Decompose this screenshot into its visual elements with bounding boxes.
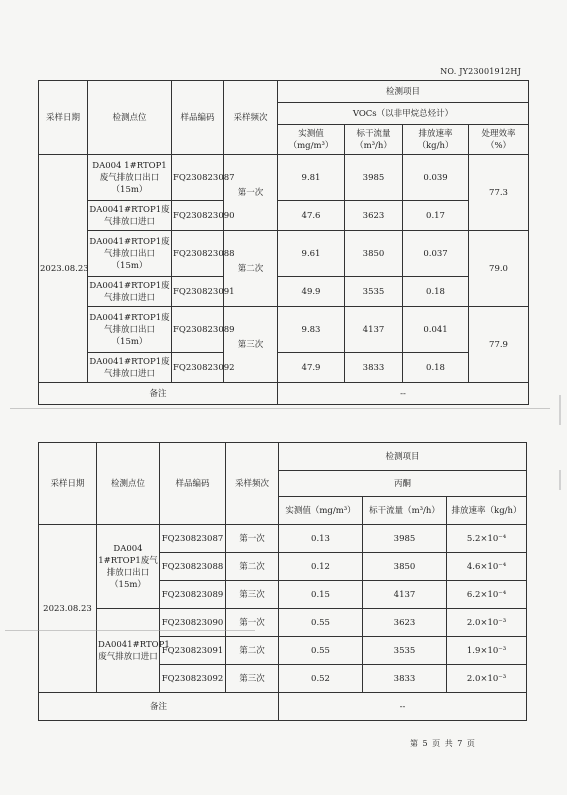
cell-point: DA0041#RTOP1废气排放口进口: [88, 277, 172, 307]
cell-efficiency: 77.3: [469, 155, 529, 231]
cell-sample: FQ230823088: [160, 553, 226, 581]
cell-flow: 3535: [345, 277, 403, 307]
cell-flow: 3850: [345, 231, 403, 277]
cell-rate: 0.039: [403, 155, 469, 201]
table-row: [39, 231, 529, 277]
sampling-date: 2023.08.23: [39, 155, 88, 383]
cell-frequency: 第三次: [224, 307, 278, 383]
header-frequency: 采样频次: [224, 81, 278, 155]
cell-efficiency: 77.9: [469, 307, 529, 383]
cell-rate: 0.18: [403, 277, 469, 307]
cell-rate: 0.17: [403, 201, 469, 231]
cell-flow: 3623: [345, 201, 403, 231]
cell-measured: 0.13: [279, 525, 363, 553]
header-flow: 标干流量（m³/h）: [363, 497, 447, 525]
cell-measured: 9.61: [278, 231, 345, 277]
cell-sample: FQ230823090: [172, 201, 224, 231]
cell-frequency: 第一次: [226, 609, 279, 637]
cell-measured: 9.81: [278, 155, 345, 201]
cell-sample: FQ230823087: [160, 525, 226, 553]
header-sample: 样品编码: [172, 81, 224, 155]
cell-flow: 3833: [363, 665, 447, 693]
cell-sample: FQ230823089: [172, 307, 224, 353]
cell-sample: FQ230823087: [172, 155, 224, 201]
header-measured: 实测值（mg/m³）: [279, 497, 363, 525]
cell-rate: 0.041: [403, 307, 469, 353]
remark-row: [39, 693, 527, 721]
cell-measured: 9.83: [278, 307, 345, 353]
cell-flow: 3850: [363, 553, 447, 581]
remark-label: 备注: [39, 693, 279, 721]
cell-flow: 4137: [345, 307, 403, 353]
vocs-results-table: [38, 80, 529, 405]
cell-rate: 2.0×10⁻³: [447, 665, 527, 693]
sampling-date: 2023.08.23: [39, 525, 97, 693]
cell-point: DA0041#RTOP1废气排放口进口: [88, 353, 172, 383]
cell-flow: 4137: [363, 581, 447, 609]
cell-sample: FQ230823092: [160, 665, 226, 693]
cell-efficiency: 79.0: [469, 231, 529, 307]
cell-measured: 49.9: [278, 277, 345, 307]
cell-rate: 1.9×10⁻³: [447, 637, 527, 665]
table-row: [39, 353, 529, 383]
remark-label: 备注: [39, 383, 278, 405]
cell-frequency: 第二次: [226, 553, 279, 581]
header-rate: 排放速率 （kg/h）: [403, 125, 469, 155]
header-sample: 样品编码: [160, 443, 226, 525]
acetone-results-table: [38, 442, 527, 721]
cell-measured: 47.6: [278, 201, 345, 231]
cell-point: DA004 1#RTOP1废气排放口出口（15m）: [88, 155, 172, 201]
cell-frequency: 第二次: [224, 231, 278, 307]
cell-frequency: 第三次: [226, 665, 279, 693]
remark-value: --: [278, 383, 529, 405]
cell-sample: FQ230823091: [172, 277, 224, 307]
cell-point: DA0041#RTOP1废气排放口出口（15m）: [88, 307, 172, 353]
cell-point: DA0041#RTOP1废气排放口出口（15m）: [88, 231, 172, 277]
header-test-items: 检测项目: [279, 443, 527, 471]
header-analyte: VOCs（以非甲烷总烃计）: [278, 103, 529, 125]
remark-row: [39, 383, 529, 405]
header-flow: 标干流量 （m³/h）: [345, 125, 403, 155]
remark-value: --: [279, 693, 527, 721]
cell-measured: 0.55: [279, 609, 363, 637]
table-row: [39, 609, 527, 637]
cell-rate: 0.18: [403, 353, 469, 383]
header-rate: 排放速率（kg/h）: [447, 497, 527, 525]
cell-rate: 6.2×10⁻⁴: [447, 581, 527, 609]
cell-point: DA0041#RTOP1废气排放口进口: [88, 201, 172, 231]
header-test-items: 检测项目: [278, 81, 529, 103]
table-row: [39, 277, 529, 307]
header-analyte: 丙酮: [279, 471, 527, 497]
cell-frequency: 第一次: [224, 155, 278, 231]
cell-frequency: 第三次: [226, 581, 279, 609]
table-row: [39, 201, 529, 231]
cell-flow: 3985: [363, 525, 447, 553]
cell-flow: 3833: [345, 353, 403, 383]
report-number: NO. JY23001912HJ: [440, 67, 521, 76]
header-efficiency: 处理效率 （%）: [469, 125, 529, 155]
header-date: 采样日期: [39, 443, 97, 525]
cell-measured: 0.55: [279, 637, 363, 665]
cell-rate: 5.2×10⁻⁴: [447, 525, 527, 553]
header-date: 采样日期: [39, 81, 88, 155]
header-measured: 实测值 （mg/m³）: [278, 125, 345, 155]
cell-measured: 0.15: [279, 581, 363, 609]
page-footer: 第 5 页 共 7 页: [410, 739, 476, 748]
cell-measured: 0.12: [279, 553, 363, 581]
cell-measured: 47.9: [278, 353, 345, 383]
table-row: [39, 525, 527, 553]
header-frequency: 采样频次: [226, 443, 279, 525]
header-point: 检测点位: [88, 81, 172, 155]
cell-rate: 0.037: [403, 231, 469, 277]
table-row: [39, 307, 529, 353]
cell-sample: FQ230823091: [160, 637, 226, 665]
cell-flow: 3535: [363, 637, 447, 665]
cell-rate: 4.6×10⁻⁴: [447, 553, 527, 581]
cell-frequency: 第一次: [226, 525, 279, 553]
cell-flow: 3985: [345, 155, 403, 201]
cell-sample: FQ230823090: [160, 609, 226, 637]
cell-sample: FQ230823092: [172, 353, 224, 383]
cell-flow: 3623: [363, 609, 447, 637]
cell-frequency: 第二次: [226, 637, 279, 665]
cell-sample: FQ230823088: [172, 231, 224, 277]
cell-sample: FQ230823089: [160, 581, 226, 609]
cell-point-inlet: DA0041#RTOP1 废气排放口进口: [97, 609, 160, 693]
cell-measured: 0.52: [279, 665, 363, 693]
header-point: 检测点位: [97, 443, 160, 525]
table-row: [39, 155, 529, 201]
cell-rate: 2.0×10⁻³: [447, 609, 527, 637]
cell-point-outlet: DA004 1#RTOP1废气排放口出口（15m）: [97, 525, 160, 609]
